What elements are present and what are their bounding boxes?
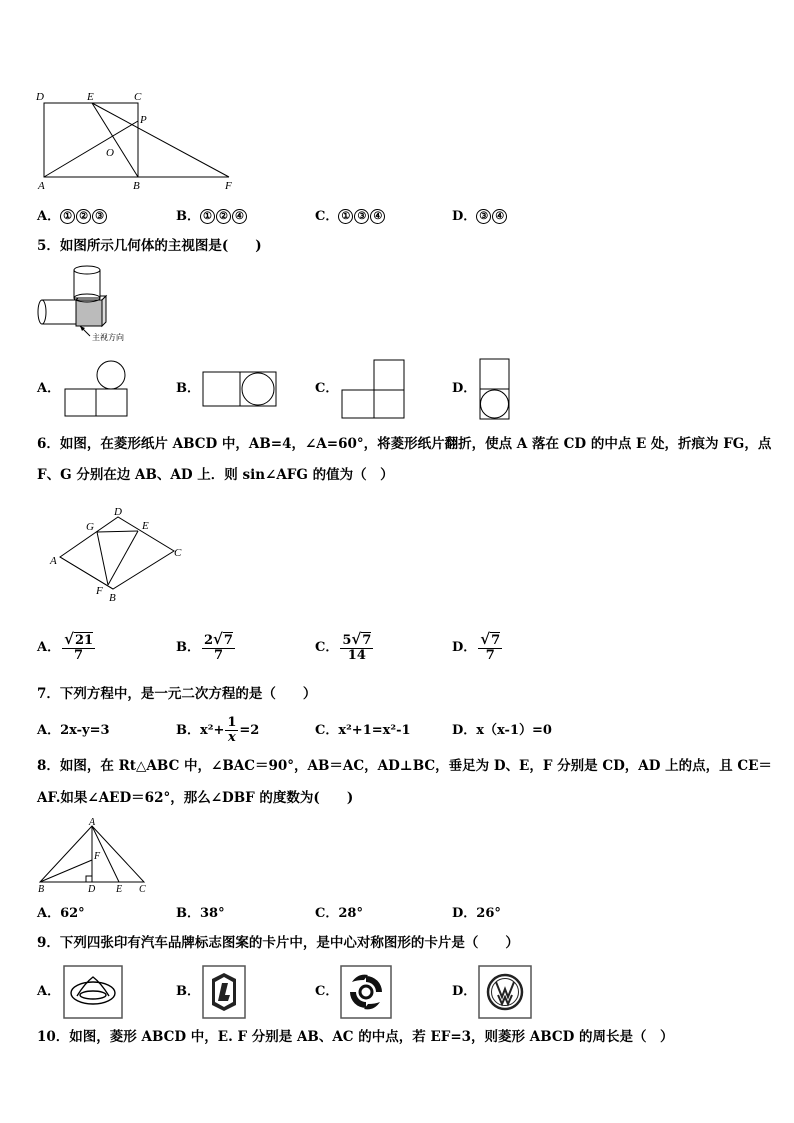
- numerator: 1: [227, 714, 237, 730]
- car-logo-d-icon: [488, 975, 522, 1009]
- car-logo-b-icon: [212, 973, 236, 1011]
- q9-option-c-label[interactable]: C．: [315, 984, 339, 999]
- q5-option-a-figure[interactable]: [63, 358, 129, 418]
- option-fraction: [202, 629, 235, 663]
- option-pre: x²+: [200, 722, 225, 738]
- q5-caption: 主视方向: [92, 333, 124, 342]
- q5-option-a-label[interactable]: A．: [37, 381, 61, 396]
- q9-option-b-label[interactable]: B．: [176, 984, 200, 999]
- option-fraction: [225, 716, 238, 744]
- option-letter: A．: [37, 906, 61, 921]
- q6-label-G: G: [86, 521, 94, 533]
- radicand: 21: [74, 632, 94, 648]
- q8-label-D: D: [88, 884, 96, 894]
- option-num: ①: [338, 209, 353, 224]
- option-letter: B．: [176, 906, 200, 921]
- sqrt-icon: √: [480, 629, 491, 648]
- option-text: x²+1=x²-1: [338, 723, 411, 738]
- q9-option-b-card[interactable]: [202, 965, 246, 1019]
- option-text: x（x-1）=0: [476, 723, 552, 738]
- q8-label-A: A: [89, 818, 96, 828]
- q8-label-F: F: [94, 851, 101, 862]
- q8-option-c[interactable]: [315, 907, 363, 920]
- option-num: ①: [60, 209, 75, 224]
- q9-option-a-card[interactable]: [63, 965, 123, 1019]
- q4-option-c[interactable]: [315, 209, 386, 224]
- sqrt-icon: √: [351, 629, 362, 648]
- q6-question-line1: 6．如图，在菱形纸片 ABCD 中，AB=4，∠A=60°，将菱形纸片翻折，使点 A 落在 CD 的中点 E 处，折痕为 FG，点: [37, 436, 772, 452]
- q5-option-c-label[interactable]: C．: [315, 381, 339, 396]
- q9-option-d-card[interactable]: [478, 965, 532, 1019]
- denominator: x: [227, 729, 236, 745]
- option-text: 38°: [200, 906, 225, 921]
- option-letter: A．: [37, 723, 61, 738]
- radicand: 7: [491, 632, 501, 648]
- q7-question: 7．下列方程中，是一元二次方程的是（ ）: [37, 686, 317, 702]
- option-letter: A．: [37, 209, 61, 224]
- q9-option-a-label[interactable]: A．: [37, 984, 61, 999]
- option-text: 28°: [338, 906, 363, 921]
- q6-option-c[interactable]: [315, 626, 373, 668]
- q5-option-b-figure[interactable]: [202, 370, 278, 408]
- coef: 5: [342, 632, 352, 648]
- option-num: ③: [476, 209, 491, 224]
- q6-label-F: F: [96, 585, 103, 597]
- q7-option-c[interactable]: [315, 724, 411, 737]
- option-text: 62°: [60, 906, 85, 921]
- denominator: 7: [213, 647, 223, 663]
- option-num: ①: [200, 209, 215, 224]
- option-fraction: [478, 629, 502, 663]
- option-num: ③: [92, 209, 107, 224]
- option-num: ④: [232, 209, 247, 224]
- option-num: ④: [492, 209, 507, 224]
- option-letter: D．: [452, 906, 477, 921]
- option-num: ③: [354, 209, 369, 224]
- radicand: 7: [362, 632, 372, 648]
- q9-question: 9．下列四张印有汽车品牌标志图案的卡片中，是中心对称图形的卡片是（ ）: [37, 935, 519, 951]
- option-letter: D．: [452, 639, 477, 655]
- q8-label-B: B: [38, 884, 45, 894]
- option-letter: C．: [315, 639, 339, 655]
- denominator: 14: [347, 647, 366, 663]
- option-text: 26°: [476, 906, 501, 921]
- q6-figure: [46, 502, 196, 606]
- q4-label-D: D: [36, 91, 44, 103]
- denominator: 7: [485, 647, 495, 663]
- q6-label-E: E: [142, 520, 149, 532]
- q4-label-O: O: [106, 147, 114, 159]
- sqrt-icon: √: [213, 629, 223, 648]
- q6-label-B: B: [109, 592, 116, 604]
- q5-option-c-figure[interactable]: [340, 358, 406, 420]
- option-num: ②: [76, 209, 91, 224]
- q4-option-b[interactable]: [176, 209, 248, 224]
- q4-option-a[interactable]: [37, 209, 108, 224]
- q6-label-C: C: [174, 547, 182, 559]
- q8-label-C: C: [139, 884, 146, 894]
- option-letter: B．: [176, 639, 200, 655]
- q4-label-C: C: [134, 91, 142, 103]
- q7-option-a[interactable]: [37, 724, 110, 737]
- q8-option-a[interactable]: [37, 907, 85, 920]
- q6-option-d[interactable]: [452, 626, 502, 668]
- radicand: 7: [223, 632, 233, 648]
- q5-option-d-label[interactable]: D．: [452, 381, 477, 396]
- option-letter: C．: [315, 723, 339, 738]
- q8-option-d[interactable]: [452, 907, 501, 920]
- q5-option-b-label[interactable]: B．: [176, 381, 200, 396]
- q5-question: 5．如图所示几何体的主视图是( ): [37, 238, 262, 254]
- option-letter: B．: [176, 722, 200, 738]
- option-num: ④: [370, 209, 385, 224]
- q7-option-d[interactable]: [452, 724, 552, 737]
- q9-option-d-label[interactable]: D．: [452, 984, 477, 999]
- q8-question-line1: 8．如图，在 Rt△ABC 中，∠BAC＝90°，AB＝AC，AD⊥BC，垂足为 D、E，F 分别是 CD，AD 上的点，且 CE＝: [37, 758, 772, 774]
- q10-question: 10．如图，菱形 ABCD 中，E. F 分别是 AB、AC 的中点，若 EF=3，则菱形 ABCD 的周长是（ ）: [37, 1029, 674, 1045]
- q8-label-E: E: [116, 884, 123, 894]
- option-num: ②: [216, 209, 231, 224]
- option-letter: B．: [176, 209, 200, 224]
- option-text: 2x-y=3: [60, 723, 110, 738]
- denominator: 7: [74, 647, 84, 663]
- option-letter: D．: [452, 209, 477, 224]
- q5-option-d-figure[interactable]: [478, 357, 512, 421]
- q4-label-A: A: [38, 180, 45, 192]
- option-post: =2: [239, 722, 260, 738]
- coef: 2: [204, 632, 214, 648]
- sqrt-icon: √: [64, 629, 74, 648]
- q6-option-b[interactable]: [176, 626, 235, 668]
- option-letter: D．: [452, 723, 477, 738]
- q6-option-a[interactable]: [37, 626, 95, 668]
- q6-label-D: D: [114, 506, 122, 518]
- q9-option-c-card[interactable]: [340, 965, 392, 1019]
- option-fraction: [62, 629, 95, 663]
- q8-option-b[interactable]: [176, 907, 225, 920]
- q4-label-F: F: [225, 180, 232, 192]
- option-letter: C．: [315, 906, 339, 921]
- q4-option-d[interactable]: [452, 209, 508, 224]
- q4-label-B: B: [133, 180, 140, 192]
- q6-label-A: A: [50, 555, 57, 567]
- q4-label-E: E: [87, 91, 94, 103]
- q8-figure: [36, 818, 156, 894]
- q5-solid-figure: [36, 262, 146, 348]
- option-letter: A．: [37, 639, 61, 655]
- q4-figure: [30, 86, 250, 196]
- option-fraction: [340, 629, 373, 663]
- q7-option-b[interactable]: [176, 712, 259, 748]
- q4-label-P: P: [140, 114, 147, 126]
- option-letter: C．: [315, 209, 339, 224]
- q6-question-line2: F、G 分别在边 AB、AD 上．则 sin∠AFG 的值为（ ）: [37, 467, 394, 483]
- q8-question-line2: AF.如果∠AED＝62°，那么∠DBF 的度数为( ): [37, 790, 354, 806]
